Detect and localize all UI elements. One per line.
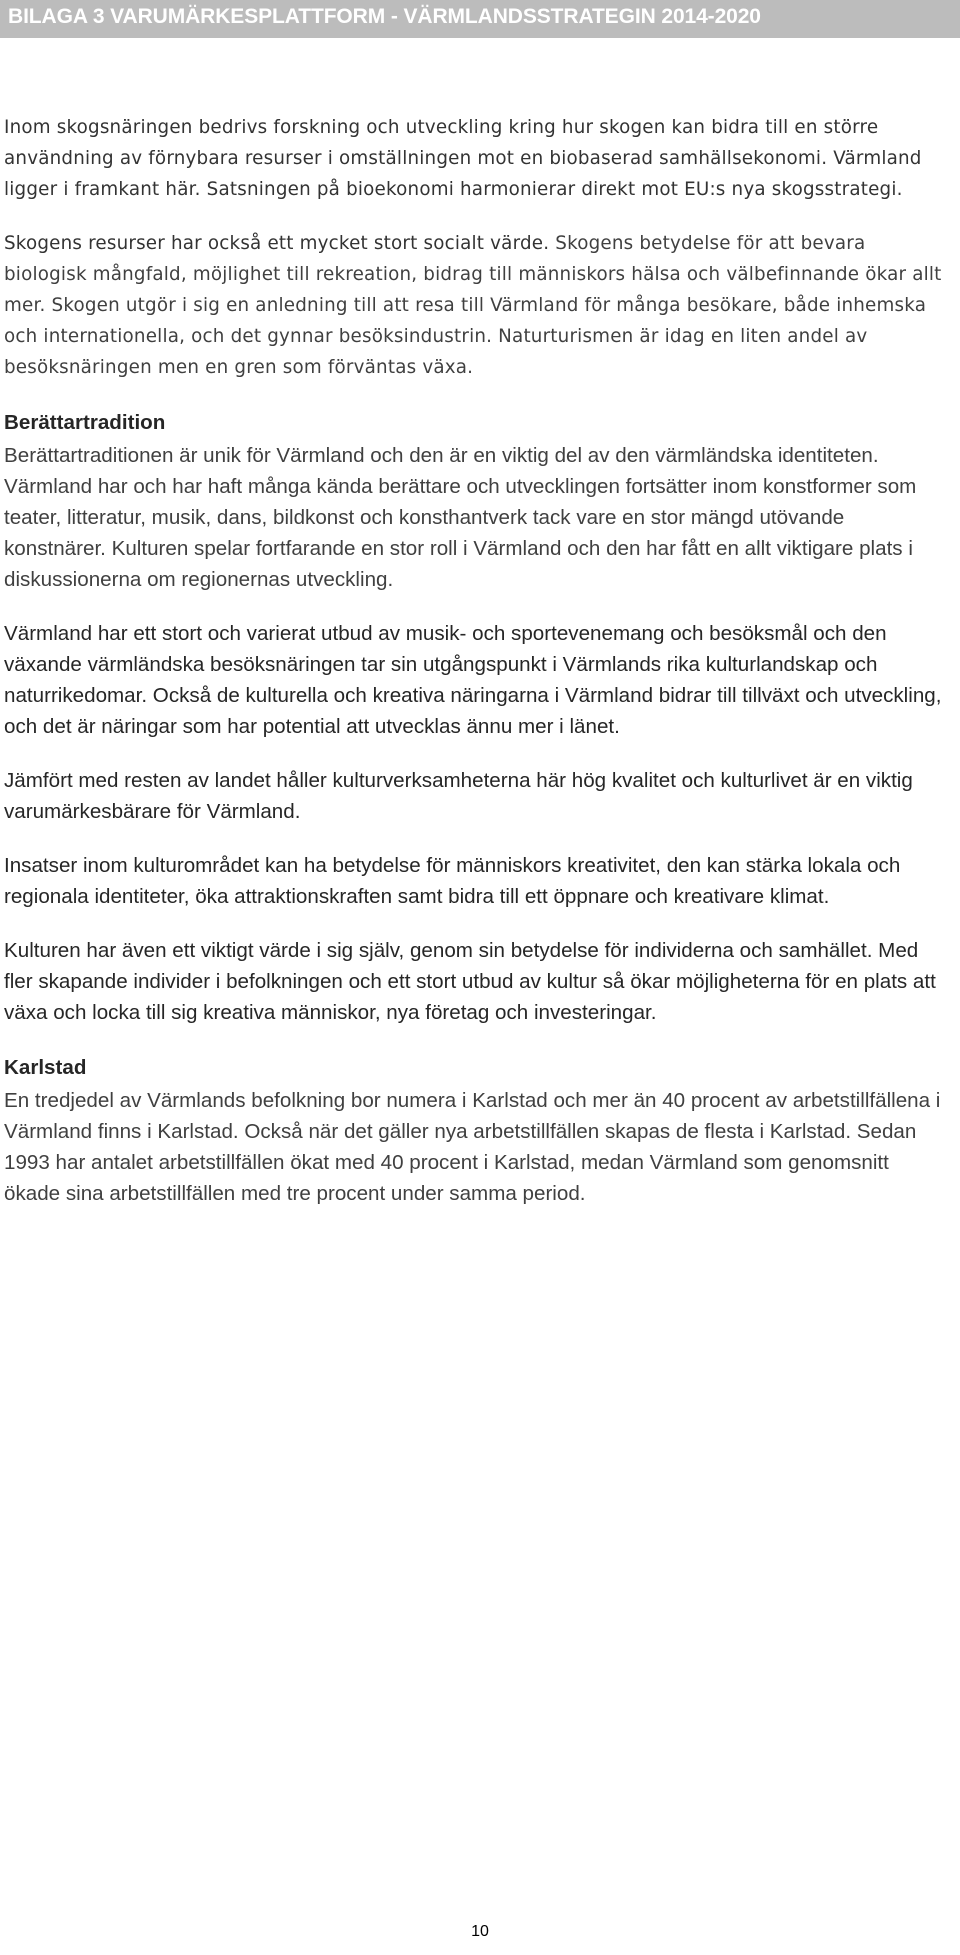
document-title: BILAGA 3 VARUMÄRKESPLATTFORM - VÄRMLANDSSTRATEGIN 2014-2020	[8, 5, 761, 28]
paragraph-forest-research: Inom skogsnäringen bedrivs forskning och utveckling kring hur skogen kan bidra till en större användning av förnybara resurser i omställningen mot en biobaserad samhällsekonomi. Värmland ligger i framkant här. Satsningen på bioekonomi harmonierar direkt mot EU:s nya skogsstrategi.	[4, 117, 922, 200]
paragraph-storytelling-2: Värmland har ett stort och varierat utbud av musik- och sportevenemang och besöksmål och den växande värmländska besöksnäringen tar sin utgångspunkt i Värmlands rika kulturlandskap och naturrikedomar. Också de kulturella och kreativa näringarna i Värmland bidrar till tillväxt och utveckling, och det är näringar som har potential att utvecklas ännu mer i länet.	[4, 622, 942, 738]
sentence-forest-importance: Skogens betydelse för att bevara biologisk mångfald, möjlighet till rekreation, bidrag till människors hälsa och välbefinnande ökar allt mer. Skogen utgör i sig en anledning till att resa till Värmland för många besökare, både inhemska och internationella, och det gynnar besöksindustrin. Naturturismen är idag en liten andel av besöksnäringen men en gren som förväntas växa.	[4, 233, 942, 378]
section-heading-karlstad: Karlstad	[4, 1056, 87, 1079]
paragraph-storytelling-3: Jämfört med resten av landet håller kulturverksamheterna här hög kvalitet och kulturlivet är en viktig varumärkesbärare för Värmland.	[4, 769, 913, 823]
page-number: 10	[471, 1923, 489, 1940]
paragraph-storytelling-4: Insatser inom kulturområdet kan ha betydelse för människors kreativitet, den kan stärka lokala och regionala identiteter, öka attraktionskraften samt bidra till ett öppnare och kreativare klimat.	[4, 854, 901, 908]
sentence-social-value: Skogens resurser har också ett mycket stort socialt värde.	[4, 233, 550, 254]
paragraph-storytelling-1: Berättartraditionen är unik för Värmland och den är en viktig del av den värmländska identiteten. Värmland har och har haft många kända berättare och utvecklingen fortsätter inom konstformer som teater, litteratur, musik, dans, bildkonst och konsthantverk tack vare en stor mängd utövande konstnärer. Kulturen spelar fortfarande en stor roll i Värmland och den har fått en allt viktigare plats i diskussionerna om regionernas utveckling.	[4, 444, 917, 591]
paragraph-storytelling-5: Kulturen har även ett viktigt värde i sig själv, genom sin betydelse för individerna och samhället. Med fler skapande individer i befolkningen och ett stort utbud av kultur så ökar möjligheterna för en plats att växa och locka till sig kreativa människor, nya företag och investeringar.	[4, 939, 936, 1024]
document-header	[0, 0, 960, 38]
section-heading-storytelling: Berättartradition	[4, 411, 166, 434]
document-body	[0, 112, 949, 1209]
paragraph-karlstad-1: En tredjedel av Värmlands befolkning bor numera i Karlstad och mer än 40 procent av arbetstillfällena i Värmland finns i Karlstad. Också när det gäller nya arbetstillfällen skapas de flesta i Karlstad. Sedan 1993 har antalet arbetstillfällen ökat med 40 procent i Karlstad, medan Värmland som genomsnitt ökade sina arbetstillfällen med tre procent under samma period.	[4, 1089, 941, 1205]
paragraph-forest-social	[4, 228, 949, 383]
